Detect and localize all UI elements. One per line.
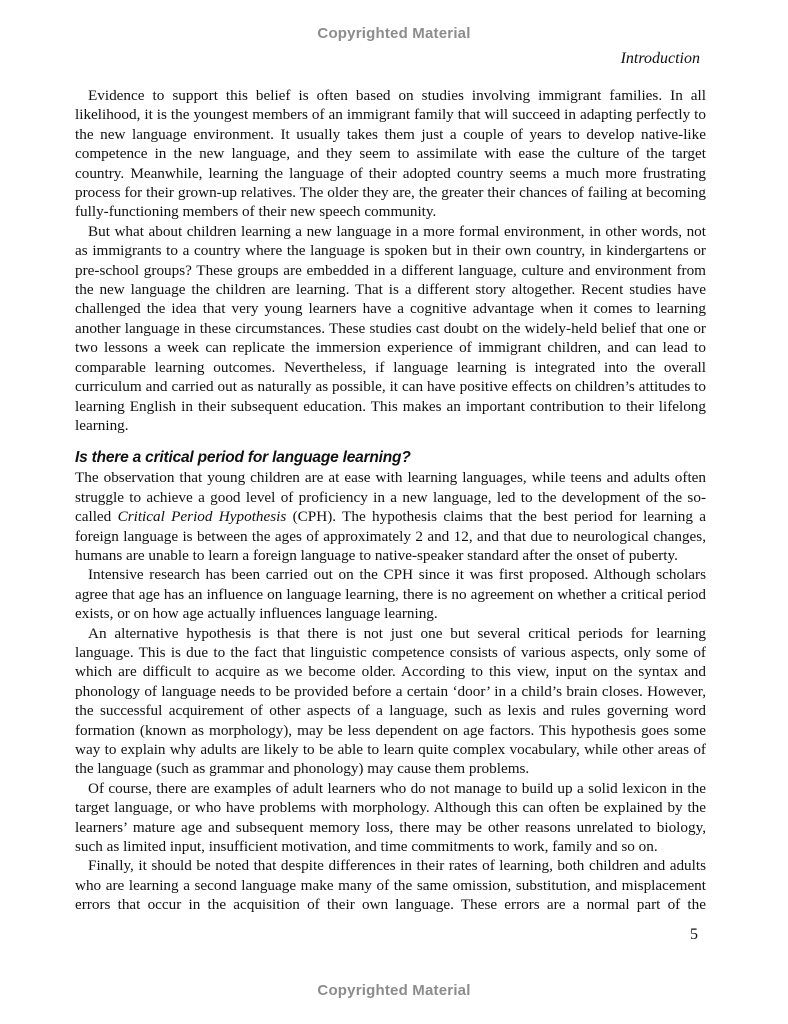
- page-body: [75, 86, 706, 915]
- cph-term: Critical Period Hypothesis: [117, 508, 287, 526]
- paragraph-adult-learners: Of course, there are examples of adult learners who do not manage to build up a solid lexicon in the target language, or who have problems with morphology. Although this can often be explained by the learners’ mature age and subsequent memory loss, there may be other reasons unrelated to biology, such as limited input, insufficient motivation, and time commitments to work, family and so on.: [75, 779, 706, 856]
- cph-text-after: (CPH). The hypothesis claims that the best period for learning a foreign language is between the ages of approximately 2 and 12, and that due to neurological changes, humans are unable to learn a foreign language to native-speaker standard after the onset of puberty.: [75, 508, 706, 564]
- copyright-watermark-top: Copyrighted Material: [317, 25, 471, 42]
- page-number: 5: [690, 926, 698, 943]
- paragraph-cph-research: Intensive research has been carried out on the CPH since it was first proposed. Although scholars agree that age has an influence on language learning, there is no agreement on whether a critical period exists, or on how age actually influences language learning.: [75, 566, 706, 623]
- paragraph-cph-definition: [75, 468, 706, 565]
- paragraph-immigrant-families: Evidence to support this belief is often based on studies involving immigrant families. In all likelihood, it is the youngest members of an immigrant family that will succeed in adapting perfectly to the new language environment. It usually takes them just a couple of years to develop native-like competence in the new language, and they seem to assimilate with ease the culture of the target country. Meanwhile, learning the language of their adopted country seems a much more frustrating process for their grown-up relatives. The older they are, the greater their chances of failing at becoming fully-functioning members of their new speech community.: [75, 87, 706, 221]
- section-heading: Is there a critical period for language learning?: [75, 449, 411, 467]
- paragraph-alternative-hypothesis: An alternative hypothesis is that there is not just one but several critical periods for learning language. This is due to the fact that linguistic competence consists of various aspects, only some of which are difficult to acquire as we become older. According to this view, input on the syntax and phonology of language needs to be provided before a certain ‘door’ in a child’s brain closes. However, the successful acquirement of other aspects of a language, such as lexis and rules governing word formation (known as morphology), may be less dependent on age factors. This hypothesis goes some way to explain why adults are likely to be able to learn quite complex vocabulary, while other areas of the language (such as grammar and phonology) may cause them problems.: [75, 624, 706, 778]
- paragraph-formal-environment: But what about children learning a new language in a more formal environment, in other words, not as immigrants to a country where the language is spoken but in their own country, in kindergartens or pre-school groups? These groups are embedded in a different language, culture and environment from the new language the children are learning. That is a different story altogether. Recent studies have challenged the idea that very young learners have a cognitive advantage when it comes to learning another language in these circumstances. These studies cast doubt on the widely-held belief that one or two lessons a week can replicate the immersion experience of immigrant children, and can lead to comparable learning outcomes. Nevertheless, if language learning is integrated into the overall curriculum and carried out as naturally as possible, it can have positive effects on children’s attitudes to learning English in their subsequent education. This makes an important contribution to their lifelong learning.: [75, 222, 706, 434]
- running-head: Introduction: [620, 50, 700, 67]
- cph-text-before: The observation that young children are at ease with learning languages, while teens and adults often struggle to achieve a good level of proficiency in a new language, led to the development of the so-called: [75, 469, 706, 526]
- paragraph-learning-errors: Finally, it should be noted that despite differences in their rates of learning, both children and adults who are learning a second language make many of the same omission, substitution, and misplacement errors that occur in the acquisition of their own language. These errors are a normal part of the: [75, 857, 706, 914]
- copyright-watermark-bottom: Copyrighted Material: [317, 982, 471, 999]
